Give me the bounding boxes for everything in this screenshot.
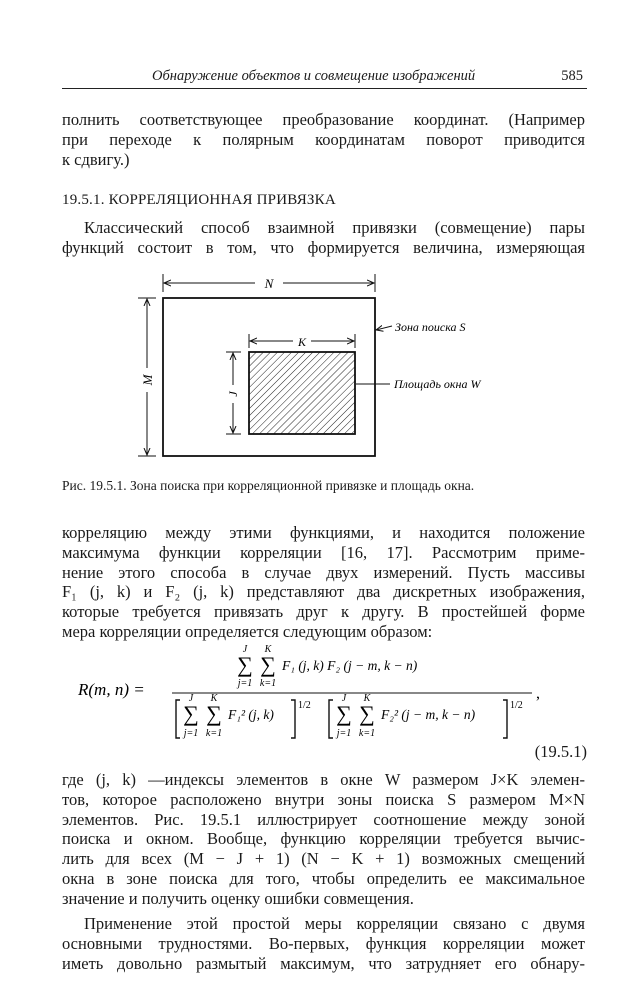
label-J: J: [226, 391, 240, 397]
text-line: окна в зоне поиска для того, чтобы определить ее максимальное: [62, 868, 585, 888]
text-line: лить для всех (M − J + 1) (N − K + 1) возможных смещений: [62, 849, 585, 869]
eq-den2: F₂² (j − m, k − n): [381, 707, 476, 722]
den2-sumK-lower: k=1: [358, 728, 376, 739]
text-line: основными трудностями. Во-первых, функция корреляции может: [62, 933, 585, 953]
den1-sumJ-upper: J: [188, 693, 194, 704]
text-line: корреляцию между этими функциями, и находится положение: [62, 523, 585, 542]
num-sumJ-lower: j=1: [237, 678, 253, 689]
label-K: K: [297, 335, 307, 349]
paragraph-2: [62, 523, 585, 642]
text-line: нение этого способа в случае двух измерений. Пусть массивы: [62, 562, 585, 582]
eq-comma: ,: [536, 685, 540, 702]
label-N: N: [264, 276, 274, 291]
page-number: 585: [561, 68, 583, 84]
den2-sum-k-sigma: ∑: [359, 701, 375, 726]
den1-sumK-upper: K: [210, 693, 218, 704]
num-sumJ-upper: J: [242, 644, 248, 655]
section-title: КОРРЕЛЯЦИОННАЯ ПРИВЯЗКА: [108, 192, 336, 208]
den2-sumK-upper: K: [363, 693, 371, 704]
text-line: функций состоит в том, что формируется величина, измеряющая: [62, 237, 585, 257]
den1-sumK-lower: k=1: [205, 728, 223, 739]
den1-sumJ-lower: j=1: [183, 728, 199, 739]
text-line: к сдвигу.): [62, 149, 130, 169]
text-line: F₁ (j, k) и F₂ (j, k) представляют два дискретных изображения,: [62, 582, 585, 602]
equation-number: (19.5.1): [534, 742, 587, 761]
text-line: тов, которое расположено внутри зоны поиска S размером M×N: [62, 789, 585, 809]
den2-power: 1/2: [510, 700, 523, 711]
text-line: поиска и окном. Вообще, функцию корреляции требуется вычис-: [62, 829, 585, 849]
text-line: мера корреляции определяется следующим образом:: [62, 621, 433, 641]
eq-den1: F₁² (j, k): [228, 707, 274, 722]
text-line: элементов. Рис. 19.5.1 иллюстрирует соотношение между зоной: [62, 809, 585, 829]
text-line: при переходе к полярным координатам поворот приводится: [62, 129, 585, 149]
equation-number-area: [62, 642, 587, 772]
figure-caption: [62, 478, 587, 494]
den1-power: 1/2: [298, 700, 311, 711]
zone-leader: [376, 326, 392, 330]
label-window: Площадь окна W: [394, 377, 481, 391]
text-line: полнить соответствующее преобразование координат. (Например: [62, 110, 585, 129]
text-line: где (j, k) —индексы элементов в окне W размером J×K элемен-: [62, 770, 585, 789]
num-sum-k-sigma: ∑: [260, 652, 276, 677]
text-line: значение и получить оценку ошибки совмещения.: [62, 888, 414, 908]
den1-sum-k-sigma: ∑: [206, 701, 222, 726]
den1-sum-j-sigma: ∑: [183, 701, 199, 726]
num-sumK-upper: K: [264, 644, 272, 655]
num-sumK-lower: k=1: [259, 678, 277, 689]
label-M: M: [140, 374, 155, 386]
eq-lhs: R(m, n) =: [78, 680, 145, 699]
paragraph-4: [62, 914, 585, 973]
eq-numerator: F₁ (j, k) F₂ (j − m, k − n): [282, 658, 418, 673]
den2-sumJ-lower: j=1: [336, 728, 352, 739]
text-line: Классический способ взаимной привязки (совмещение) пары: [84, 218, 585, 237]
text-line: иметь довольно размытый максимум, что затрудняет его обнару-: [62, 953, 585, 973]
running-head-title: Обнаружение объектов и совмещение изображений: [152, 68, 476, 84]
text-line: Применение этой простой меры корреляции связано с двумя: [84, 914, 585, 933]
caption-number: Рис. 19.5.1.: [62, 478, 127, 493]
label-zone: Зона поиска S: [395, 320, 466, 334]
text-line: максимума функции корреляции [16, 17]. Рассмотрим приме-: [62, 542, 585, 562]
den2-sum-j-sigma: ∑: [336, 701, 352, 726]
paragraph-3: [62, 770, 585, 909]
den2-sumJ-upper: J: [341, 693, 347, 704]
caption-text: Зона поиска при корреляционной привязке и площадь окна.: [129, 478, 475, 493]
window-rect: [249, 352, 355, 434]
num-sum-j-sigma: ∑: [237, 652, 253, 677]
text-line: которые требуется привязать друг к другу. В простейшей форме: [62, 602, 585, 622]
section-number: 19.5.1.: [62, 192, 105, 208]
